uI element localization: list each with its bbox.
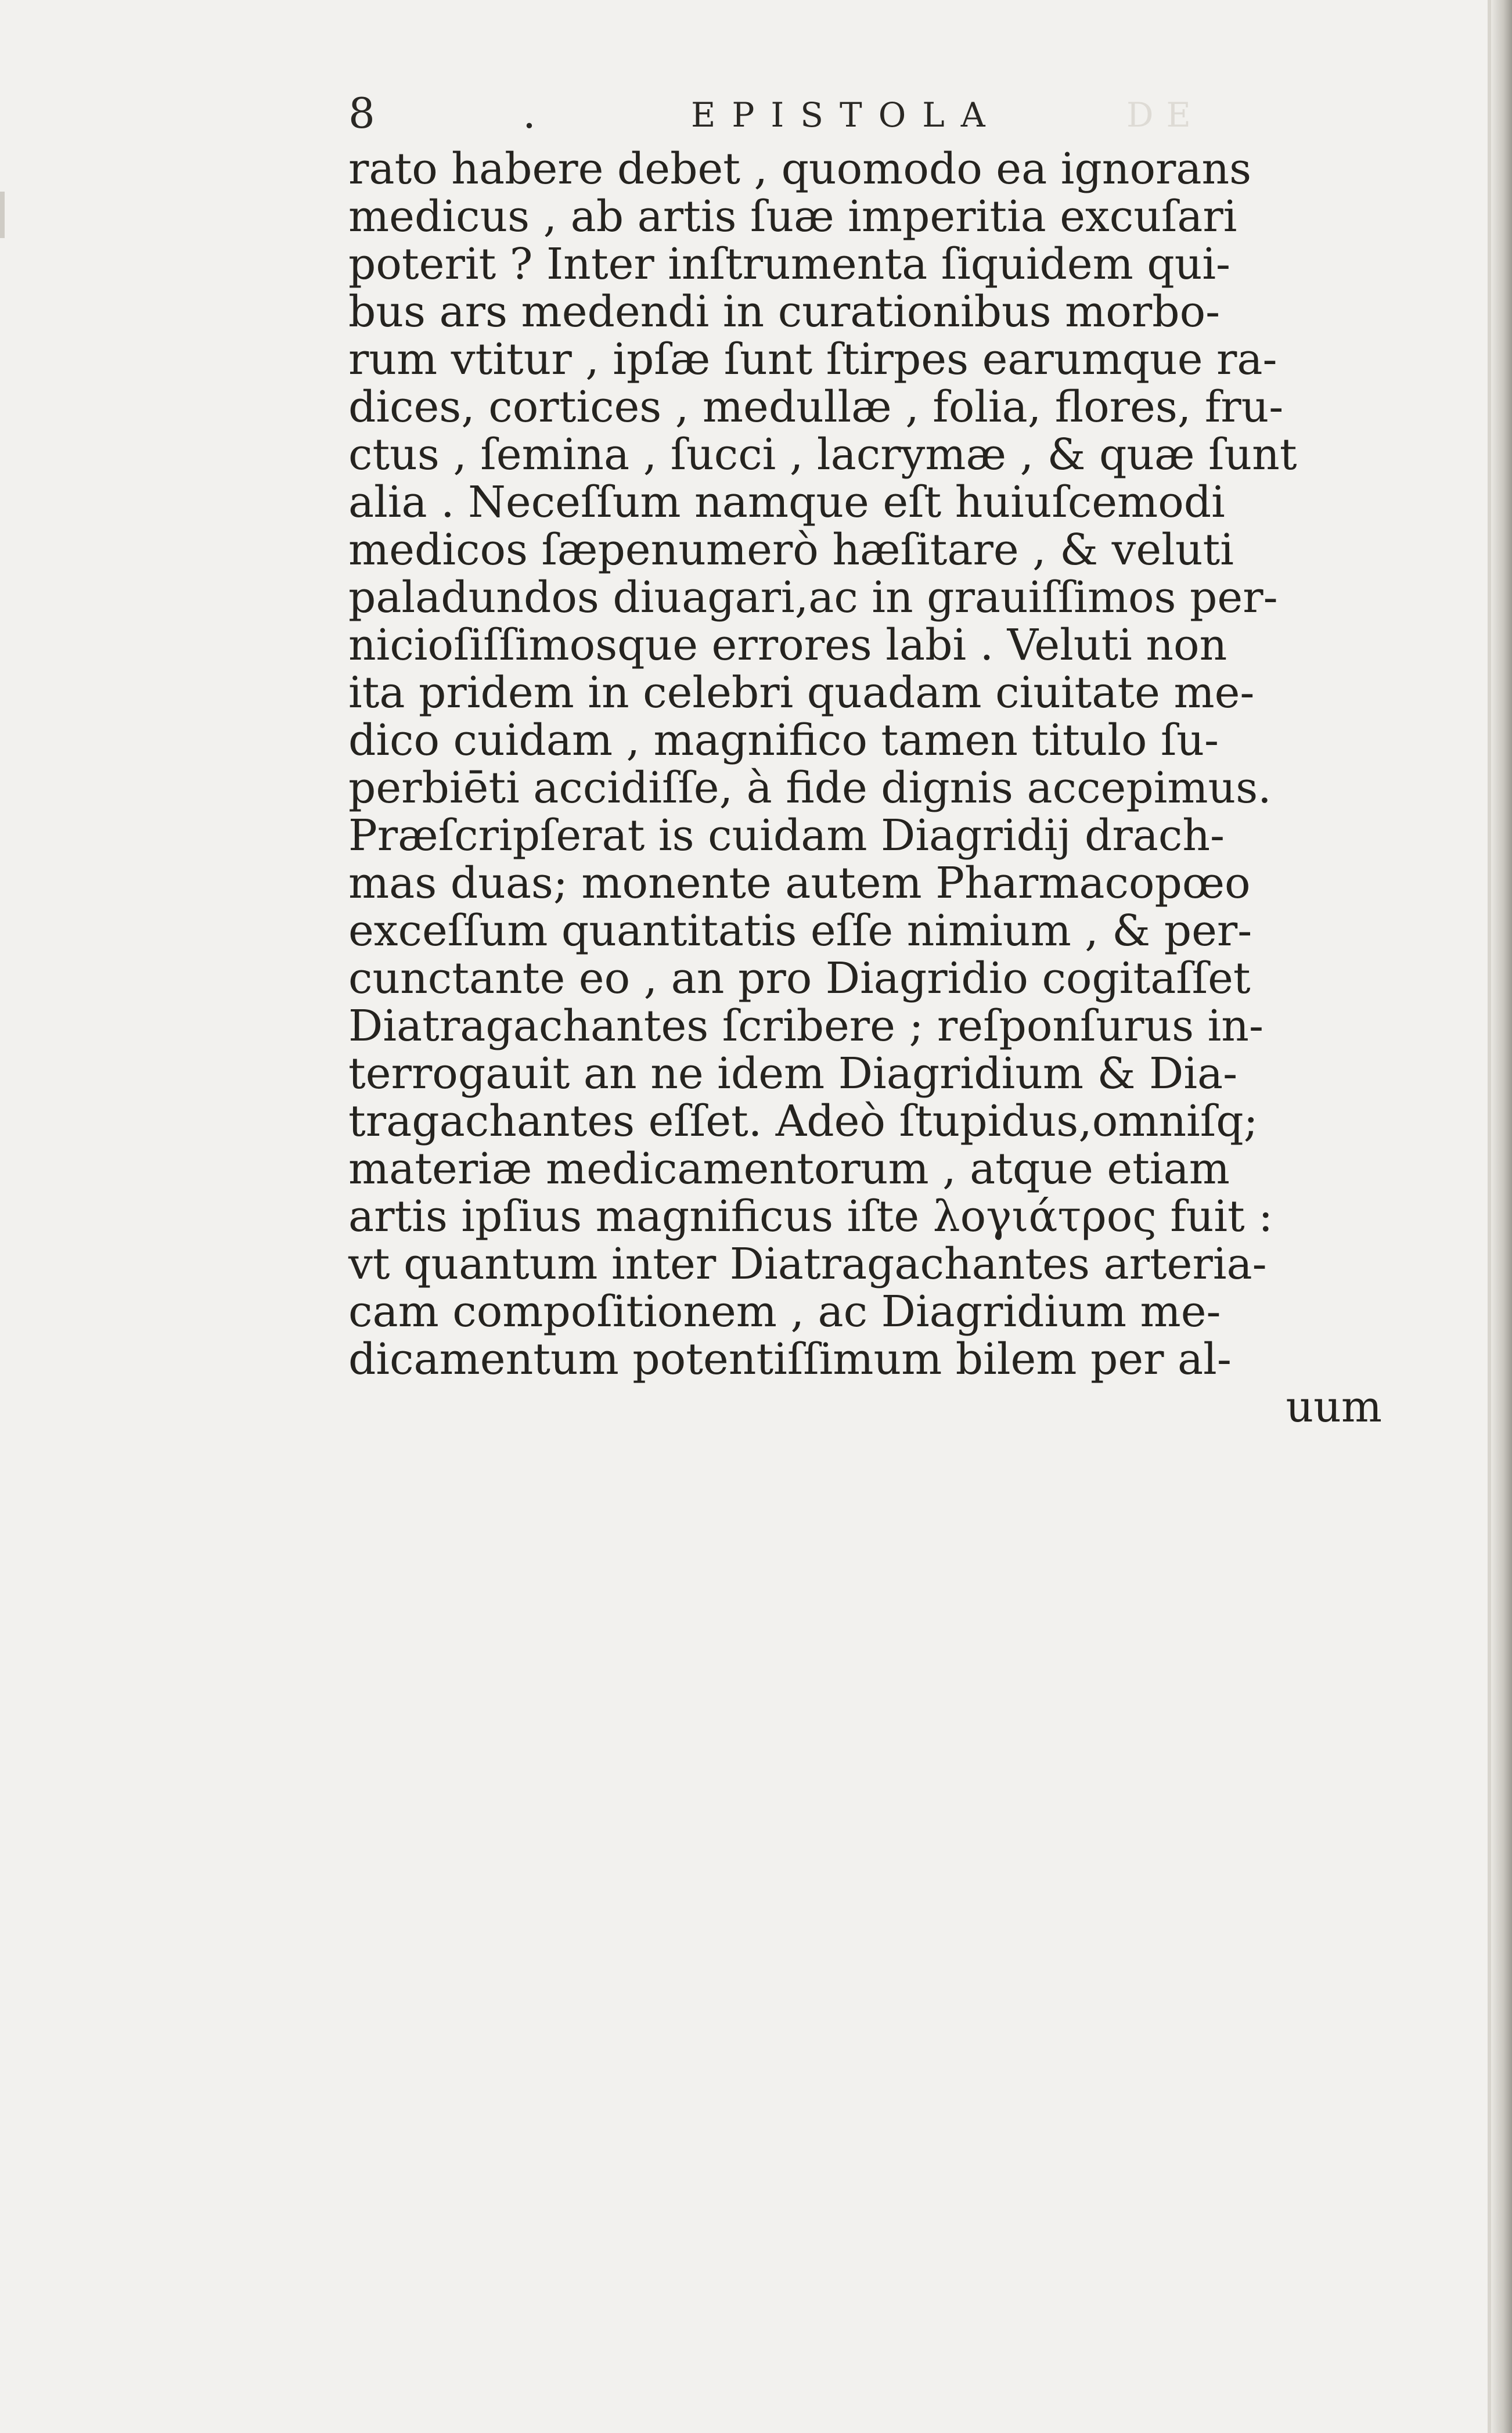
text-line: dico cuidam , magnifico tamen titulo ſu- [348, 715, 1219, 765]
header-dot: . [523, 89, 536, 138]
running-title: EPISTOLA [691, 95, 1002, 135]
text-line: Diatragachantes ſcribere ; reſponſurus in- [348, 1001, 1263, 1051]
text-line: vt quantum inter Diatragachantes arteria- [348, 1239, 1267, 1289]
running-head [348, 87, 1394, 139]
text-line: dicamentum potentiſſimum bilem per al- [348, 1334, 1232, 1384]
text-line: exceſſum quantitatis eſſe nimium , & per- [348, 906, 1252, 956]
page-number: 8 [348, 89, 375, 138]
text-line: cam compoſitionem , ac Diagridium me- [348, 1287, 1221, 1337]
text-line: rum vtitur , ipſæ ſunt ſtirpes earumque ra- [348, 334, 1277, 384]
gutter-shadow [1491, 0, 1512, 2433]
catchword: uum [1286, 1382, 1382, 1432]
text-line: medicus , ab artis ſuæ imperitia excuſari [348, 192, 1237, 242]
text-line: materiæ medicamentorum , atque etiam [348, 1144, 1230, 1194]
text-line: poterit ? Inter inſtrumenta ſiquidem qui- [348, 239, 1231, 289]
text-line: Præſcripſerat is cuidam Diagridij drach- [348, 811, 1225, 861]
text-line: terrogauit an ne idem Diagridium & Dia- [348, 1049, 1238, 1099]
text-line: dices, cortices , medullæ , folia, flores, fru- [348, 382, 1284, 432]
text-line: artis ipſius magnificus iſte λογιάτρος fuit : [348, 1192, 1273, 1241]
text-line: ita pridem in celebri quadam ciuitate me- [348, 668, 1255, 718]
text-line: rato habere debet , quomodo ea ignorans [348, 144, 1252, 194]
body-text [348, 145, 1394, 1431]
text-line: alia . Neceſſum namque eſt huiuſcemodi [348, 477, 1225, 527]
text-line: medicos ſæpenumerò hæſitare , & veluti [348, 525, 1234, 575]
text-line: bus ars medendi in curationibus morbo- [348, 287, 1221, 337]
text-line: perbiēti accidiſſe, à fide dignis accepimus. [348, 763, 1272, 813]
text-line: paladundos diuagari,ac in grauiſſimos per- [348, 573, 1278, 622]
bleed-through-text: DE [1126, 95, 1204, 135]
text-line: tragachantes eſſet. Adeò ſtupidus,omniſq; [348, 1096, 1258, 1146]
page-edge-mark [0, 192, 5, 238]
text-line: cunctante eo , an pro Diagridio cogitaſſet [348, 953, 1251, 1003]
text-line: mas duas; monente autem Pharmacopœo [348, 858, 1251, 908]
text-line: nicioſiſſimosque errores labi . Veluti non [348, 620, 1227, 670]
text-line: ctus , ſemina , ſucci , lacrymæ , & quæ ſunt [348, 430, 1297, 480]
